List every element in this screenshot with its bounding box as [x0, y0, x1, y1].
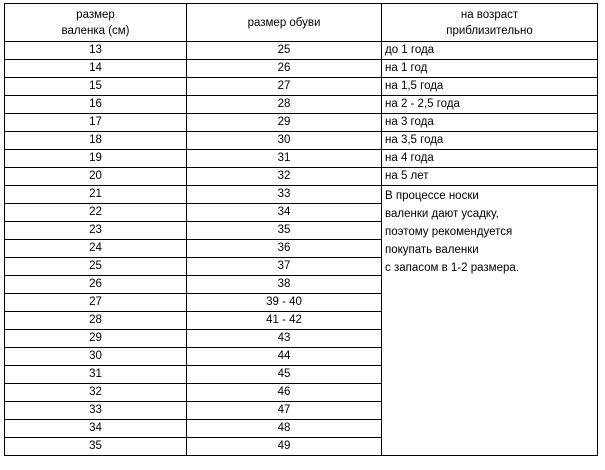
table-row — [5, 42, 598, 60]
felt-boot-size-header-line2: валенка (см) — [61, 24, 130, 37]
shoe-size-cell: 45 — [187, 366, 382, 384]
felt-boot-size-cell: 34 — [5, 420, 187, 438]
felt-boot-size-cell: 31 — [5, 366, 187, 384]
age-cell: на 1,5 года — [382, 78, 598, 96]
table-row — [5, 150, 598, 168]
felt-boot-size-cell: 21 — [5, 186, 187, 204]
felt-boot-size-table — [4, 3, 598, 456]
age-cell: на 1 год — [382, 60, 598, 78]
age-cell: до 1 года — [382, 42, 598, 60]
age-header — [382, 4, 598, 42]
felt-boot-size-cell: 29 — [5, 330, 187, 348]
felt-boot-size-cell: 13 — [5, 42, 187, 60]
table-row — [5, 78, 598, 96]
felt-boot-size-cell: 14 — [5, 60, 187, 78]
felt-boot-size-cell: 19 — [5, 150, 187, 168]
age-cell: на 2 - 2,5 года — [382, 96, 598, 114]
header-row — [5, 4, 598, 42]
shoe-size-cell: 25 — [187, 42, 382, 60]
age-cell: на 3 года — [382, 114, 598, 132]
sizing-note — [382, 186, 598, 456]
table-row — [5, 96, 598, 114]
felt-boot-size-cell: 24 — [5, 240, 187, 258]
shoe-size-cell: 33 — [187, 186, 382, 204]
table-row — [5, 132, 598, 150]
felt-boot-size-cell: 16 — [5, 96, 187, 114]
shoe-size-cell: 37 — [187, 258, 382, 276]
shoe-size-cell: 29 — [187, 114, 382, 132]
shoe-size-cell: 30 — [187, 132, 382, 150]
shoe-size-cell: 34 — [187, 204, 382, 222]
shoe-size-cell: 41 - 42 — [187, 312, 382, 330]
felt-boot-size-cell: 27 — [5, 294, 187, 312]
age-cell: на 3,5 года — [382, 132, 598, 150]
felt-boot-size-cell: 23 — [5, 222, 187, 240]
shoe-size-cell: 31 — [187, 150, 382, 168]
age-header-line2: приблизительно — [446, 24, 533, 37]
age-cell: на 4 года — [382, 150, 598, 168]
table-body — [5, 42, 598, 456]
shoe-size-header: размер обуви — [187, 4, 382, 42]
shoe-size-cell: 32 — [187, 168, 382, 186]
age-header-line1: на возраст — [460, 8, 519, 21]
sizing-note-line: В процессе носки — [385, 190, 479, 202]
felt-boot-size-header-line1: размер — [76, 8, 115, 21]
shoe-size-cell: 26 — [187, 60, 382, 78]
shoe-size-cell: 46 — [187, 384, 382, 402]
felt-boot-size-cell: 28 — [5, 312, 187, 330]
shoe-size-cell: 28 — [187, 96, 382, 114]
shoe-size-cell: 43 — [187, 330, 382, 348]
sizing-note-line: с запасом в 1-2 размера. — [385, 262, 519, 274]
felt-boot-size-cell: 32 — [5, 384, 187, 402]
sizing-note-line: поэтому рекомендуется — [385, 226, 513, 238]
felt-boot-size-header — [5, 4, 187, 42]
shoe-size-cell: 27 — [187, 78, 382, 96]
felt-boot-size-cell: 20 — [5, 168, 187, 186]
sizing-note-line: покупать валенки — [385, 244, 479, 256]
table-row — [5, 168, 598, 186]
shoe-size-cell: 38 — [187, 276, 382, 294]
table-row — [5, 114, 598, 132]
felt-boot-size-cell: 22 — [5, 204, 187, 222]
shoe-size-cell: 48 — [187, 420, 382, 438]
felt-boot-size-cell: 17 — [5, 114, 187, 132]
felt-boot-size-cell: 30 — [5, 348, 187, 366]
shoe-size-cell: 47 — [187, 402, 382, 420]
felt-boot-size-cell: 33 — [5, 402, 187, 420]
shoe-size-cell: 35 — [187, 222, 382, 240]
shoe-size-cell: 36 — [187, 240, 382, 258]
age-cell: на 5 лет — [382, 168, 598, 186]
felt-boot-size-cell: 35 — [5, 438, 187, 456]
felt-boot-size-cell: 18 — [5, 132, 187, 150]
table-row — [5, 60, 598, 78]
shoe-size-cell: 44 — [187, 348, 382, 366]
felt-boot-size-cell: 25 — [5, 258, 187, 276]
shoe-size-cell: 49 — [187, 438, 382, 456]
shoe-size-cell: 39 - 40 — [187, 294, 382, 312]
sizing-note-line: валенки дают усадку, — [385, 208, 499, 220]
felt-boot-size-cell: 15 — [5, 78, 187, 96]
felt-boot-size-cell: 26 — [5, 276, 187, 294]
table-row — [5, 186, 598, 204]
